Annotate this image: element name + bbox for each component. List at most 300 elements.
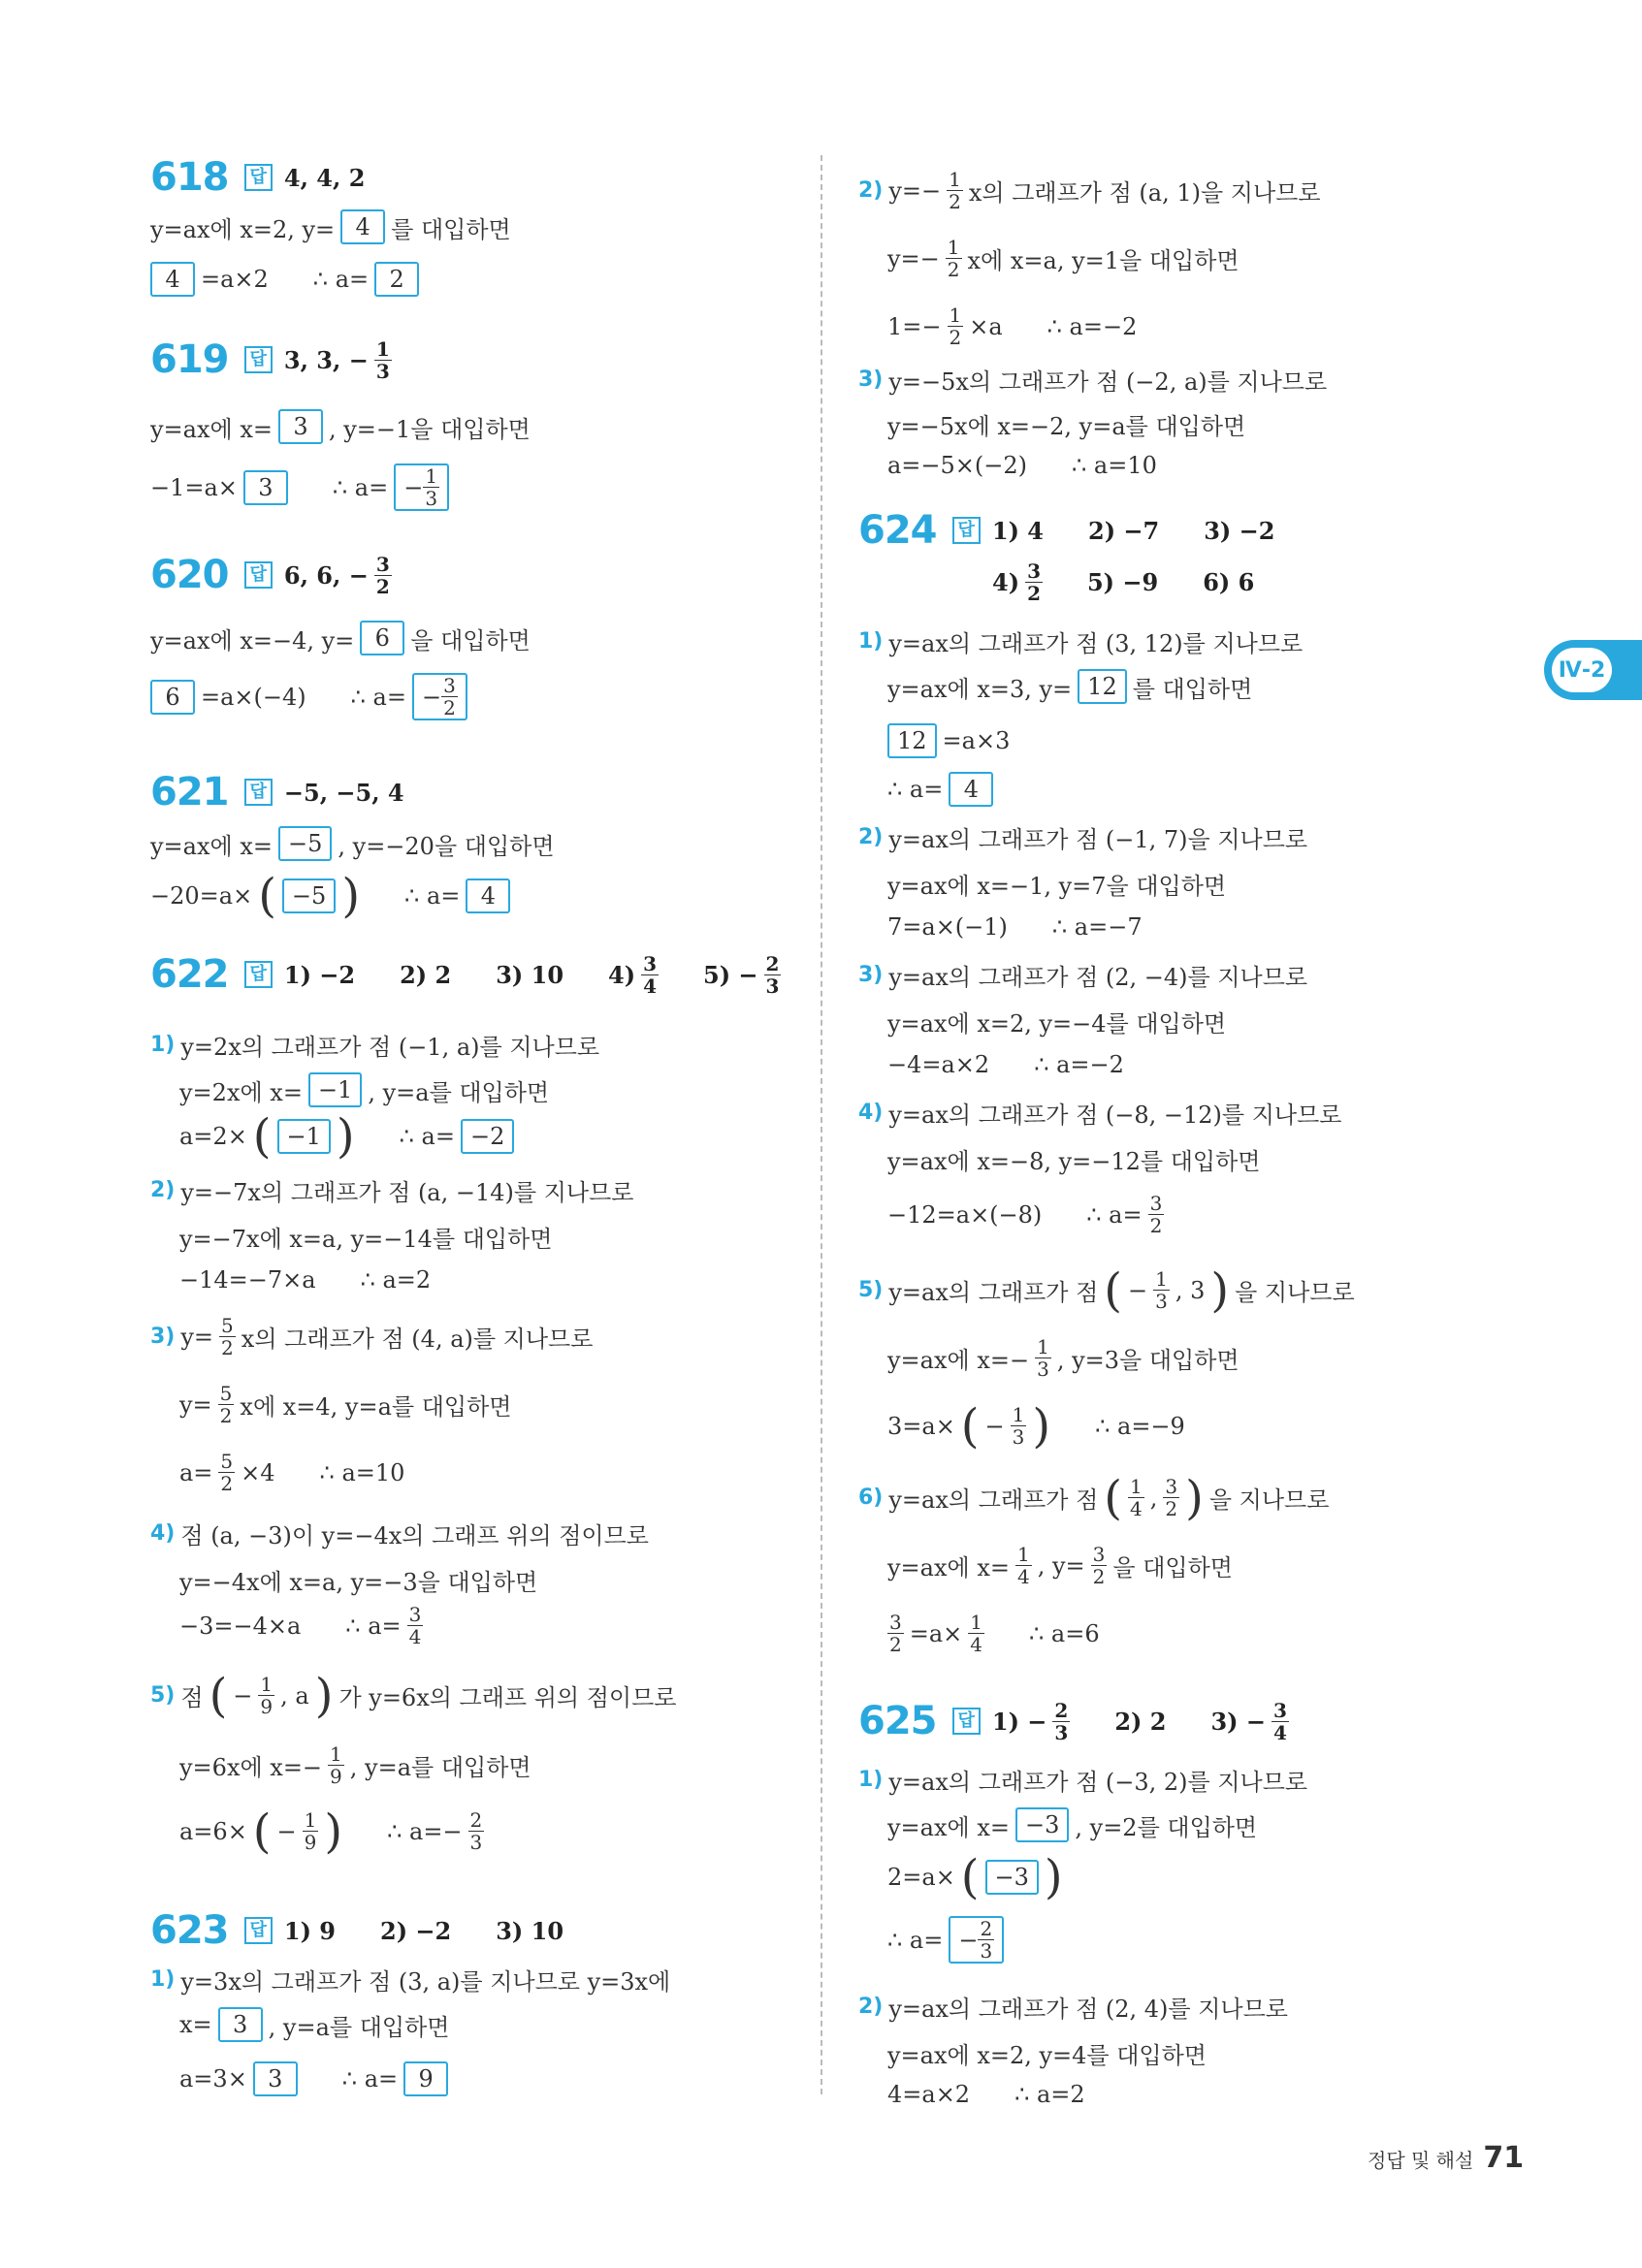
math-text: 2: [949, 326, 962, 349]
math-text: =a×(−4): [201, 683, 306, 711]
math-text: ∴ a=−: [387, 1817, 463, 1845]
math-text: x의 그래프가 점 (a, 1)을 지나므로: [968, 179, 1321, 207]
math-text: y=3x의 그래프가 점 (3, a)를 지나므로 y=3x에: [180, 1968, 671, 1996]
blank-box: −1: [277, 1119, 331, 1154]
math-text: 2: [443, 696, 456, 719]
math-text: 3: [765, 974, 780, 998]
math-text: ,: [1149, 1484, 1158, 1512]
math-text: y=−7x에 x=a, y=−14를 대입하면: [179, 1226, 553, 1253]
parenthesis: (: [252, 1804, 272, 1859]
math-text: x에 x=a, y=1을 대입하면: [967, 247, 1240, 274]
fraction-numerator: 3: [643, 951, 658, 975]
problem-number: 623: [150, 1908, 229, 1953]
blank-box: −2: [461, 1119, 514, 1154]
fraction: [374, 554, 392, 597]
solution-line: [179, 1604, 423, 1647]
math-text: 2: [1092, 1565, 1106, 1588]
blank-box: [412, 673, 467, 720]
math-text: 4: [408, 1625, 422, 1648]
fraction-numerator: 3: [1027, 559, 1041, 583]
blank-box: 6: [360, 621, 404, 655]
math-text: ∴ a=: [312, 266, 370, 293]
fraction-numerator: 1: [1037, 1335, 1049, 1358]
math-text: 4: [1129, 1497, 1143, 1520]
math-text: 3: [1037, 1358, 1049, 1381]
step-3: [858, 363, 1327, 397]
math-text: 2: [949, 190, 961, 213]
fraction: [887, 1612, 904, 1655]
fraction: [1052, 1700, 1070, 1743]
math-text: ×a: [969, 312, 1003, 340]
math-text: y=ax에 x=: [150, 415, 273, 443]
math-text: ∴ a=10: [319, 1458, 405, 1486]
solution-line: [887, 1807, 1257, 1842]
math-text: =a×2: [201, 266, 269, 293]
math-text: , y=3을 대입하면: [1056, 1347, 1240, 1374]
math-text: 4: [1016, 1565, 1030, 1588]
answer-badge: 답: [244, 561, 273, 589]
solution-line: [150, 621, 531, 655]
solution-line: [179, 1563, 537, 1597]
parenthesis: ): [1044, 1850, 1063, 1904]
fraction-numerator: 3: [443, 674, 456, 697]
parenthesis: ): [1185, 1470, 1204, 1525]
math-text: y=−: [887, 244, 940, 272]
step-2: [858, 820, 1307, 854]
math-text: y=ax의 그래프가 점 (2, 4)를 지나므로: [888, 1996, 1288, 2023]
step-number: 3): [858, 367, 884, 392]
math-text: −12=a×(−8): [887, 1200, 1043, 1229]
solution-line: [179, 1266, 431, 1294]
answer-badge: 답: [952, 1708, 981, 1735]
step-2: [858, 169, 1321, 212]
math-text: y=ax에 x=: [887, 1554, 1010, 1581]
solution-line: [887, 1398, 1185, 1453]
math-text: a=: [179, 1458, 213, 1486]
parenthesis: ): [314, 1668, 334, 1723]
problem-625-header: [858, 1699, 1289, 1743]
step-1: [150, 1963, 670, 1996]
math-text: −: [276, 1817, 297, 1845]
solution-line: [887, 2036, 1207, 2070]
step-number: 2): [858, 825, 884, 849]
blank-box: 3: [218, 2007, 263, 2042]
step-4: [150, 1517, 649, 1550]
fraction-numerator: 3: [889, 1611, 902, 1634]
math-text: , 3: [1175, 1276, 1206, 1304]
solution-line: [179, 1383, 511, 1426]
answer-badge: 답: [952, 517, 981, 544]
math-text: 점: [180, 1684, 204, 1711]
math-text: y=ax에 x=−: [887, 1347, 1030, 1374]
math-text: y=ax에 x=−1, y=7을 대입하면: [887, 873, 1227, 900]
step-number: 4): [858, 1101, 884, 1125]
math-text: y=ax에 x=: [887, 1813, 1010, 1841]
step-number: 1): [858, 1768, 884, 1792]
answer-text: 3) 10: [496, 960, 564, 989]
parenthesis: ): [1032, 1398, 1051, 1453]
math-text: y=ax의 그래프가 점 (−8, −12)를 지나므로: [888, 1102, 1342, 1129]
blank-box: −3: [1015, 1807, 1069, 1842]
math-text: y=ax에 x=2, y=: [150, 215, 336, 243]
math-text: a=2×: [179, 1123, 247, 1150]
answer-text: 1) 4: [991, 516, 1044, 545]
problem-621-header: [150, 770, 404, 815]
math-text: 9: [260, 1695, 274, 1718]
fraction: [407, 1604, 424, 1647]
solution-line: [887, 407, 1245, 441]
fraction: [1011, 1404, 1027, 1448]
math-text: 4: [643, 974, 658, 998]
math-text: ∴ a=: [399, 1123, 455, 1150]
solution-line: [887, 772, 993, 807]
math-text: , y=−1을 대입하면: [328, 415, 531, 443]
math-text: y=ax의 그래프가 점 (−3, 2)를 지나므로: [888, 1769, 1308, 1796]
math-text: ∴ a=10: [1072, 452, 1157, 479]
problem-619-header: [150, 337, 392, 382]
blank-box: 3: [243, 470, 288, 505]
solution-line: [887, 1142, 1260, 1176]
step-number: 2): [858, 1995, 884, 2019]
fraction-numerator: 3: [1272, 1698, 1287, 1722]
blank-box: 4: [150, 262, 195, 297]
page-number: 71: [1483, 2141, 1525, 2175]
math-text: y=2x의 그래프가 점 (−1, a)를 지나므로: [180, 1034, 600, 1061]
math-text: 4: [970, 1633, 982, 1656]
fraction: [468, 1809, 485, 1853]
fraction: [1272, 1700, 1289, 1743]
answer-text: 3) −2: [1204, 516, 1275, 545]
math-text: , y=a를 대입하면: [349, 1754, 531, 1781]
parenthesis: (: [258, 869, 276, 923]
fraction: [1015, 1544, 1032, 1587]
solution-line: [887, 1612, 1100, 1655]
solution-line: [992, 560, 1254, 604]
blank-box: 2: [374, 262, 419, 297]
fraction: [968, 1612, 984, 1655]
step-number: 2): [858, 178, 884, 203]
solution-line: [179, 1072, 549, 1107]
math-text: y=ax에 x=−4, y=: [150, 626, 355, 655]
math-text: , a: [280, 1681, 309, 1709]
fraction-numerator: 5: [220, 1450, 234, 1473]
fraction: [947, 169, 963, 212]
math-text: , y=a를 대입하면: [368, 1078, 550, 1106]
fraction-numerator: 1: [970, 1611, 982, 1634]
solution-line: [887, 723, 1010, 758]
solution-line: [179, 1451, 404, 1494]
fraction-numerator: 1: [947, 236, 960, 259]
step-number: 1): [150, 1967, 176, 1992]
math-text: 2: [1149, 1214, 1163, 1237]
math-text: y=ax에 x=: [150, 832, 273, 860]
fraction-numerator: 1: [375, 336, 390, 361]
blank-box: −5: [278, 826, 332, 861]
problem-number: 622: [150, 952, 229, 997]
blank-box: [394, 463, 449, 511]
math-text: −14=−7×a: [179, 1266, 316, 1294]
fraction: [258, 1674, 274, 1717]
fraction: [1148, 1193, 1165, 1236]
step-5: [150, 1668, 677, 1723]
problem-number: 620: [150, 553, 229, 597]
solution-line: [150, 463, 449, 511]
answer-text: 2) 2: [400, 960, 452, 989]
blank-box: −5: [282, 878, 336, 913]
math-text: 를 대입하면: [391, 215, 511, 243]
fraction: [218, 1451, 235, 1494]
answer-text: 5) −9: [1086, 568, 1159, 596]
solution-line: [150, 826, 555, 861]
step-4: [858, 1096, 1341, 1130]
blank-box: 4: [949, 772, 993, 807]
math-text: 3: [1155, 1290, 1168, 1313]
step-number: 2): [150, 1178, 176, 1202]
solution-line: [179, 2061, 448, 2096]
answer-text: 2) −2: [380, 1916, 452, 1945]
step-1: [858, 1763, 1307, 1797]
math-text: y=ax에 x=2, y=−4를 대입하면: [887, 1010, 1227, 1038]
math-text: 3: [469, 1831, 483, 1854]
math-text: ×4: [241, 1458, 275, 1486]
answer-badge: 답: [244, 1917, 273, 1944]
step-2: [150, 1173, 633, 1207]
page-footer: [1368, 2141, 1524, 2175]
fraction-numerator: 1: [330, 1742, 342, 1766]
math-text: 3: [375, 359, 390, 383]
fraction-numerator: 1: [304, 1808, 317, 1832]
math-text: 3: [1054, 1720, 1069, 1744]
math-text: 2: [220, 1472, 234, 1495]
math-text: 를 대입하면: [1132, 675, 1253, 703]
step-number: 1): [858, 629, 884, 654]
step-number: 1): [150, 1033, 176, 1057]
fraction-numerator: 1: [1129, 1475, 1143, 1498]
math-text: ∴ a=−2: [1046, 312, 1138, 340]
fraction: [1128, 1476, 1144, 1519]
blank-box: [949, 1916, 1004, 1964]
math-text: −: [233, 1681, 253, 1709]
solution-line: [887, 1850, 1063, 1904]
parenthesis: ): [336, 1109, 355, 1164]
math-text: y=ax에 x=3, y=: [887, 675, 1073, 703]
blank-box: 9: [403, 2061, 448, 2096]
solution-line: [179, 1804, 484, 1859]
step-number: 5): [150, 1683, 176, 1708]
answer-badge: 답: [244, 346, 273, 373]
fraction: [441, 675, 458, 719]
fraction-numerator: 3: [1165, 1475, 1178, 1498]
step-number: 3): [150, 1325, 176, 1349]
problem-number: 618: [150, 155, 229, 200]
problem-number: 624: [858, 508, 937, 553]
fraction: [1091, 1544, 1108, 1587]
math-text: x에 x=4, y=a를 대입하면: [240, 1393, 512, 1421]
answer-text: 6, 6, −: [283, 560, 369, 590]
math-text: −20=a×: [150, 882, 253, 910]
math-text: ∴ a=6: [1029, 1619, 1100, 1647]
math-text: a=−5×(−2): [887, 452, 1028, 479]
blank-box: 12: [1078, 669, 1127, 704]
math-text: 을 지나므로: [1208, 1486, 1330, 1514]
fraction: [978, 1918, 994, 1962]
math-text: 3: [425, 487, 438, 510]
math-text: ∴ a=: [1086, 1200, 1143, 1229]
math-text: y=−5x의 그래프가 점 (−2, a)를 지나므로: [888, 368, 1328, 396]
math-text: y=ax의 그래프가 점 (3, 12)를 지나므로: [888, 630, 1304, 657]
solution-line: [150, 209, 511, 244]
parenthesis: (: [1104, 1262, 1122, 1318]
answer-text: 3, 3, −: [283, 345, 369, 374]
blank-box: 3: [253, 2061, 298, 2096]
math-text: y=ax의 그래프가 점 (−1, 7)을 지나므로: [888, 826, 1308, 853]
fraction-numerator: 3: [1092, 1543, 1106, 1566]
solution-line: [887, 452, 1157, 479]
fraction-numerator: 1: [1155, 1267, 1168, 1291]
solution-line: [887, 1336, 1240, 1380]
math-text: y=−4x에 x=a, y=−3을 대입하면: [179, 1569, 538, 1596]
math-text: 9: [304, 1831, 317, 1854]
math-text: −: [984, 1412, 1005, 1440]
step-1: [150, 1028, 599, 1062]
math-text: 을 지나므로: [1235, 1279, 1355, 1306]
math-text: ∴ a=: [341, 2065, 399, 2092]
math-text: =a×: [909, 1619, 963, 1647]
blank-box: −3: [985, 1860, 1039, 1895]
fraction: [641, 953, 659, 997]
answer-badge: 답: [244, 961, 273, 988]
math-text: y=ax의 그래프가 점: [888, 1486, 1099, 1514]
math-text: 2: [375, 574, 390, 598]
solution-line: [887, 304, 1137, 348]
math-text: ∴ a=: [350, 683, 406, 711]
answer-text: 2) 2: [1114, 1707, 1167, 1736]
parenthesis: ): [1210, 1262, 1230, 1318]
math-text: ∴ a=−7: [1051, 913, 1143, 941]
math-text: y=−7x의 그래프가 점 (a, −14)를 지나므로: [180, 1179, 634, 1206]
solution-line: [887, 1916, 1004, 1964]
math-text: ∴ a=: [332, 473, 389, 501]
fraction: [1153, 1268, 1170, 1312]
fraction-numerator: 1: [425, 464, 438, 488]
answer-text: 1) −2: [283, 960, 356, 989]
math-text: y=−: [888, 176, 942, 205]
math-text: y=ax에 x=2, y=4를 대입하면: [887, 2042, 1207, 2069]
fraction: [303, 1809, 319, 1853]
math-text: ∴ a=: [887, 1926, 944, 1954]
math-text: 2=a×: [887, 1864, 955, 1891]
fraction: [946, 237, 962, 280]
fraction: [948, 304, 964, 348]
fraction-numerator: 2: [1054, 1698, 1069, 1722]
math-text: ∴ a=−2: [1034, 1051, 1124, 1078]
solution-line: [150, 262, 419, 297]
fraction: [1035, 1336, 1051, 1380]
step-3: [858, 958, 1307, 992]
answer-text: −5, −5, 4: [283, 778, 404, 807]
math-text: y=2x에 x=: [179, 1078, 303, 1106]
math-text: 3: [980, 1939, 993, 1963]
answer-text: 4): [992, 568, 1020, 596]
step-number: 6): [858, 1485, 884, 1510]
blank-box: −1: [308, 1072, 362, 1107]
math-text: , y=: [1037, 1551, 1085, 1580]
math-text: y=−5x에 x=−2, y=a를 대입하면: [887, 413, 1246, 440]
step-3: [150, 1315, 593, 1358]
solution-line: [887, 1544, 1233, 1587]
math-text: 2: [221, 1336, 234, 1359]
solution-line: [179, 1220, 552, 1254]
fraction: [328, 1743, 344, 1787]
solution-line: [179, 2007, 449, 2042]
math-text: a=3×: [179, 2065, 247, 2092]
fraction-numerator: 2: [765, 951, 780, 975]
solution-line: [179, 1743, 531, 1787]
math-text: −1=a×: [150, 473, 238, 501]
solution-line: [887, 867, 1226, 901]
fraction: [219, 1315, 236, 1358]
math-text: , y=a를 대입하면: [268, 2013, 450, 2041]
math-text: ∴ a=: [345, 1612, 402, 1640]
column-divider: [821, 155, 822, 2094]
math-text: 3: [1012, 1425, 1025, 1449]
fraction-numerator: 3: [1149, 1192, 1163, 1215]
parenthesis: ): [341, 869, 361, 923]
step-6: [858, 1470, 1330, 1525]
fraction: [1163, 1476, 1179, 1519]
problem-623-header: [150, 1908, 563, 1953]
problem-624-header: [858, 508, 1274, 553]
parenthesis: (: [252, 1109, 272, 1164]
math-text: 2: [1165, 1497, 1178, 1520]
math-text: 2: [947, 258, 960, 281]
parenthesis: (: [209, 1668, 228, 1723]
solution-line: [887, 1193, 1164, 1236]
math-text: ∴ a=: [887, 776, 944, 803]
problem-number: 621: [150, 770, 229, 815]
fraction-numerator: 3: [375, 552, 390, 576]
math-text: −: [403, 473, 424, 501]
step-5: [858, 1262, 1355, 1318]
math-text: =a×3: [942, 727, 1011, 754]
problem-618-header: [150, 155, 365, 200]
step-2: [858, 1990, 1288, 2024]
answer-badge: 답: [244, 164, 273, 191]
math-text: 4: [1272, 1720, 1287, 1744]
problem-622-header: [150, 952, 781, 997]
math-text: −3=−4×a: [179, 1612, 302, 1640]
math-text: 을 대입하면: [410, 626, 531, 655]
math-text: ∴ a=2: [1014, 2081, 1085, 2108]
math-text: x=: [179, 2011, 212, 2038]
math-text: −: [958, 1926, 979, 1954]
chapter-tab-label: Ⅳ-2: [1552, 648, 1612, 692]
solution-line: [887, 1051, 1124, 1078]
solution-line: [150, 409, 531, 444]
math-text: y=: [180, 1323, 214, 1351]
math-text: ∴ a=−9: [1095, 1412, 1185, 1440]
answer-text: 3) −: [1210, 1707, 1266, 1736]
problem-number: 619: [150, 337, 229, 382]
math-text: 2: [1027, 582, 1041, 605]
solution-line: [887, 237, 1240, 280]
problem-620-header: [150, 553, 392, 597]
math-text: a=6×: [179, 1817, 247, 1845]
answer-text: 6) 6: [1203, 568, 1255, 596]
step-number: 3): [858, 963, 884, 987]
answer-text: 4, 4, 2: [283, 163, 366, 192]
math-text: 2: [219, 1404, 233, 1427]
